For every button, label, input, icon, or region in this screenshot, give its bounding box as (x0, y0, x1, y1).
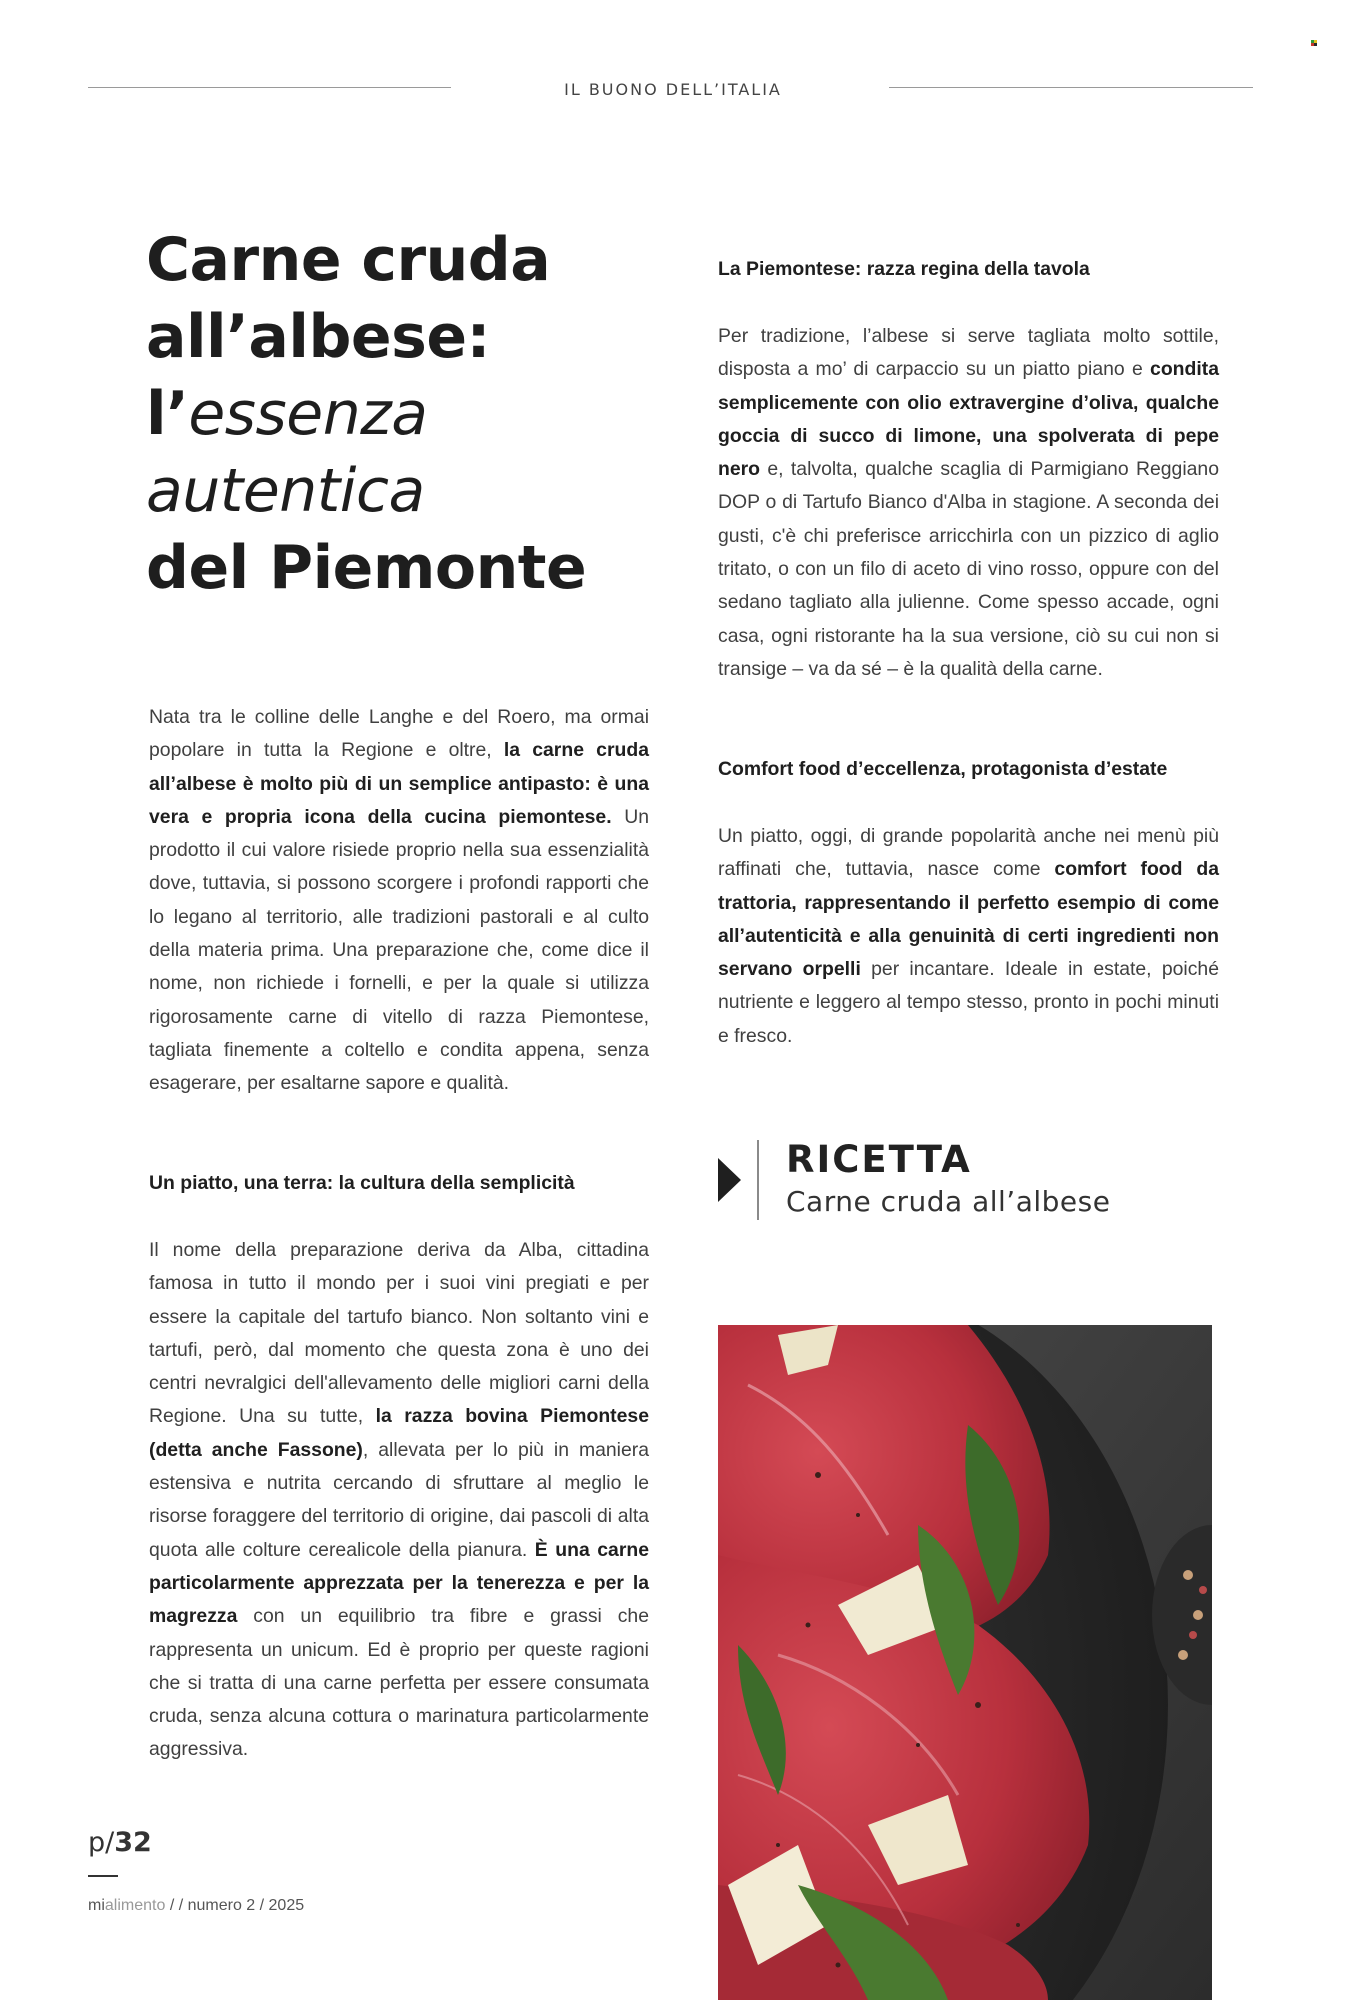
recipe-name: Carne cruda all’albese (786, 1185, 1111, 1218)
article-title (146, 222, 666, 607)
intro-paragraph: Nata tra le colline delle Langhe e del Roero, ma ormai popolare in tutta la Regione e oltre, la carne cruda all’albese è molto più di un semplice antipasto: è una vera e propria icona della cucina piemontese. Un prodotto il cui valore risiede proprio nella sua essenzialità dove, tuttavia, si possono scorgere i profondi rapporti che lo legano al territorio, alle tradizioni pastorali e al culto della materia prima. Una preparazione che, come dice il nome, non richiede i fornelli, e per la quale si utilizza rigorosamente carne di vitello di razza Piemontese, tagliata finemente a coltello e condita appena, senza esagerare, per esaltarne sapore e qualità. (149, 706, 649, 1095)
header-rule-right (889, 87, 1253, 88)
section-heading-2: La Piemontese: razza regina della tavola (718, 258, 1090, 280)
section-1-paragraph: Il nome della preparazione deriva da Alba, cittadina famosa in tutto il mondo per i suoi vini pregiati e per essere la capitale del tartufo bianco. Non soltanto vini e tartufi, però, dal momento che questa zona è uno dei centri nevralgici dell'allevamento delle migliori carni della Regione. Una su tutte, la razza bovina Piemontese (detta anche Fassone), allevata per lo più in maniera estensiva e nutrita cercando di sfruttare al meglio le risorse foraggere del territorio di origine, dai pascoli di alta quota alle colture cerealicole della pianura. È una carne particolarmente apprezzata per la tenerezza e per la magrezza con un equilibrio tra fibre e grassi che rappresenta un unicum. Ed è proprio per queste ragioni che si tratta di una carne perfetta per essere consumata cruda, senza alcuna cottura o marinatura particolarmente aggressiva. (149, 1239, 649, 1761)
section-heading-3: Comfort food d’eccellenza, protagonista d’estate (718, 758, 1168, 780)
play-arrow-icon (718, 1158, 741, 1202)
section-2-paragraph: Per tradizione, l’albese si serve tagliata molto sottile, disposta a mo’ di carpaccio su un piatto piano e condita semplicemente con olio extravergine d’oliva, qualche goccia di succo di limone, una spolverata di pepe nero e, talvolta, qualche scaglia di Parmigiano Reggiano DOP o di Tartufo Bianco d'Alba in stagione. A seconda dei gusti, c'è chi preferisce arricchirla con un pizzico di aglio tritato, o con un filo di aceto di vino rosso, oppure con del sedano tagliato alla julienne. Come spesso accade, ogni casa, ogni ristorante ha la sua versione, ciò su cui non si transige – va da sé – è la qualità della carne. (718, 325, 1219, 680)
recipe-divider (757, 1140, 759, 1220)
dish-photo (718, 1325, 1212, 2000)
section-title: IL BUONO DELL’ITALIA (564, 80, 782, 99)
page-number-underline (88, 1875, 118, 1877)
section-heading-1: Un piatto, una terra: la cultura della semplicità (149, 1172, 575, 1194)
page-number: p/32 (88, 1827, 152, 1858)
title-line-5: del Piemonte (146, 533, 587, 603)
title-line-1: Carne cruda (146, 225, 551, 295)
footer-publication: mialimento / / numero 2 / 2025 (88, 1897, 305, 1914)
title-line-2: all’albese: (146, 302, 491, 372)
corner-mark-icon (1311, 40, 1317, 46)
recipe-label: RICETTA (786, 1138, 972, 1181)
title-line-3: l’essenza (146, 379, 428, 449)
title-line-4: autentica (146, 456, 425, 526)
section-3-paragraph: Un piatto, oggi, di grande popolarità anche nei menù più raffinati che, tuttavia, nasce come comfort food da trattoria, rappresentando il perfetto esempio di come all’autenticità e alla genuinità di certi ingredienti non servano orpelli per incantare. Ideale in estate, poiché nutriente e leggero al tempo stesso, pronto in pochi minuti e fresco. (718, 825, 1220, 1047)
